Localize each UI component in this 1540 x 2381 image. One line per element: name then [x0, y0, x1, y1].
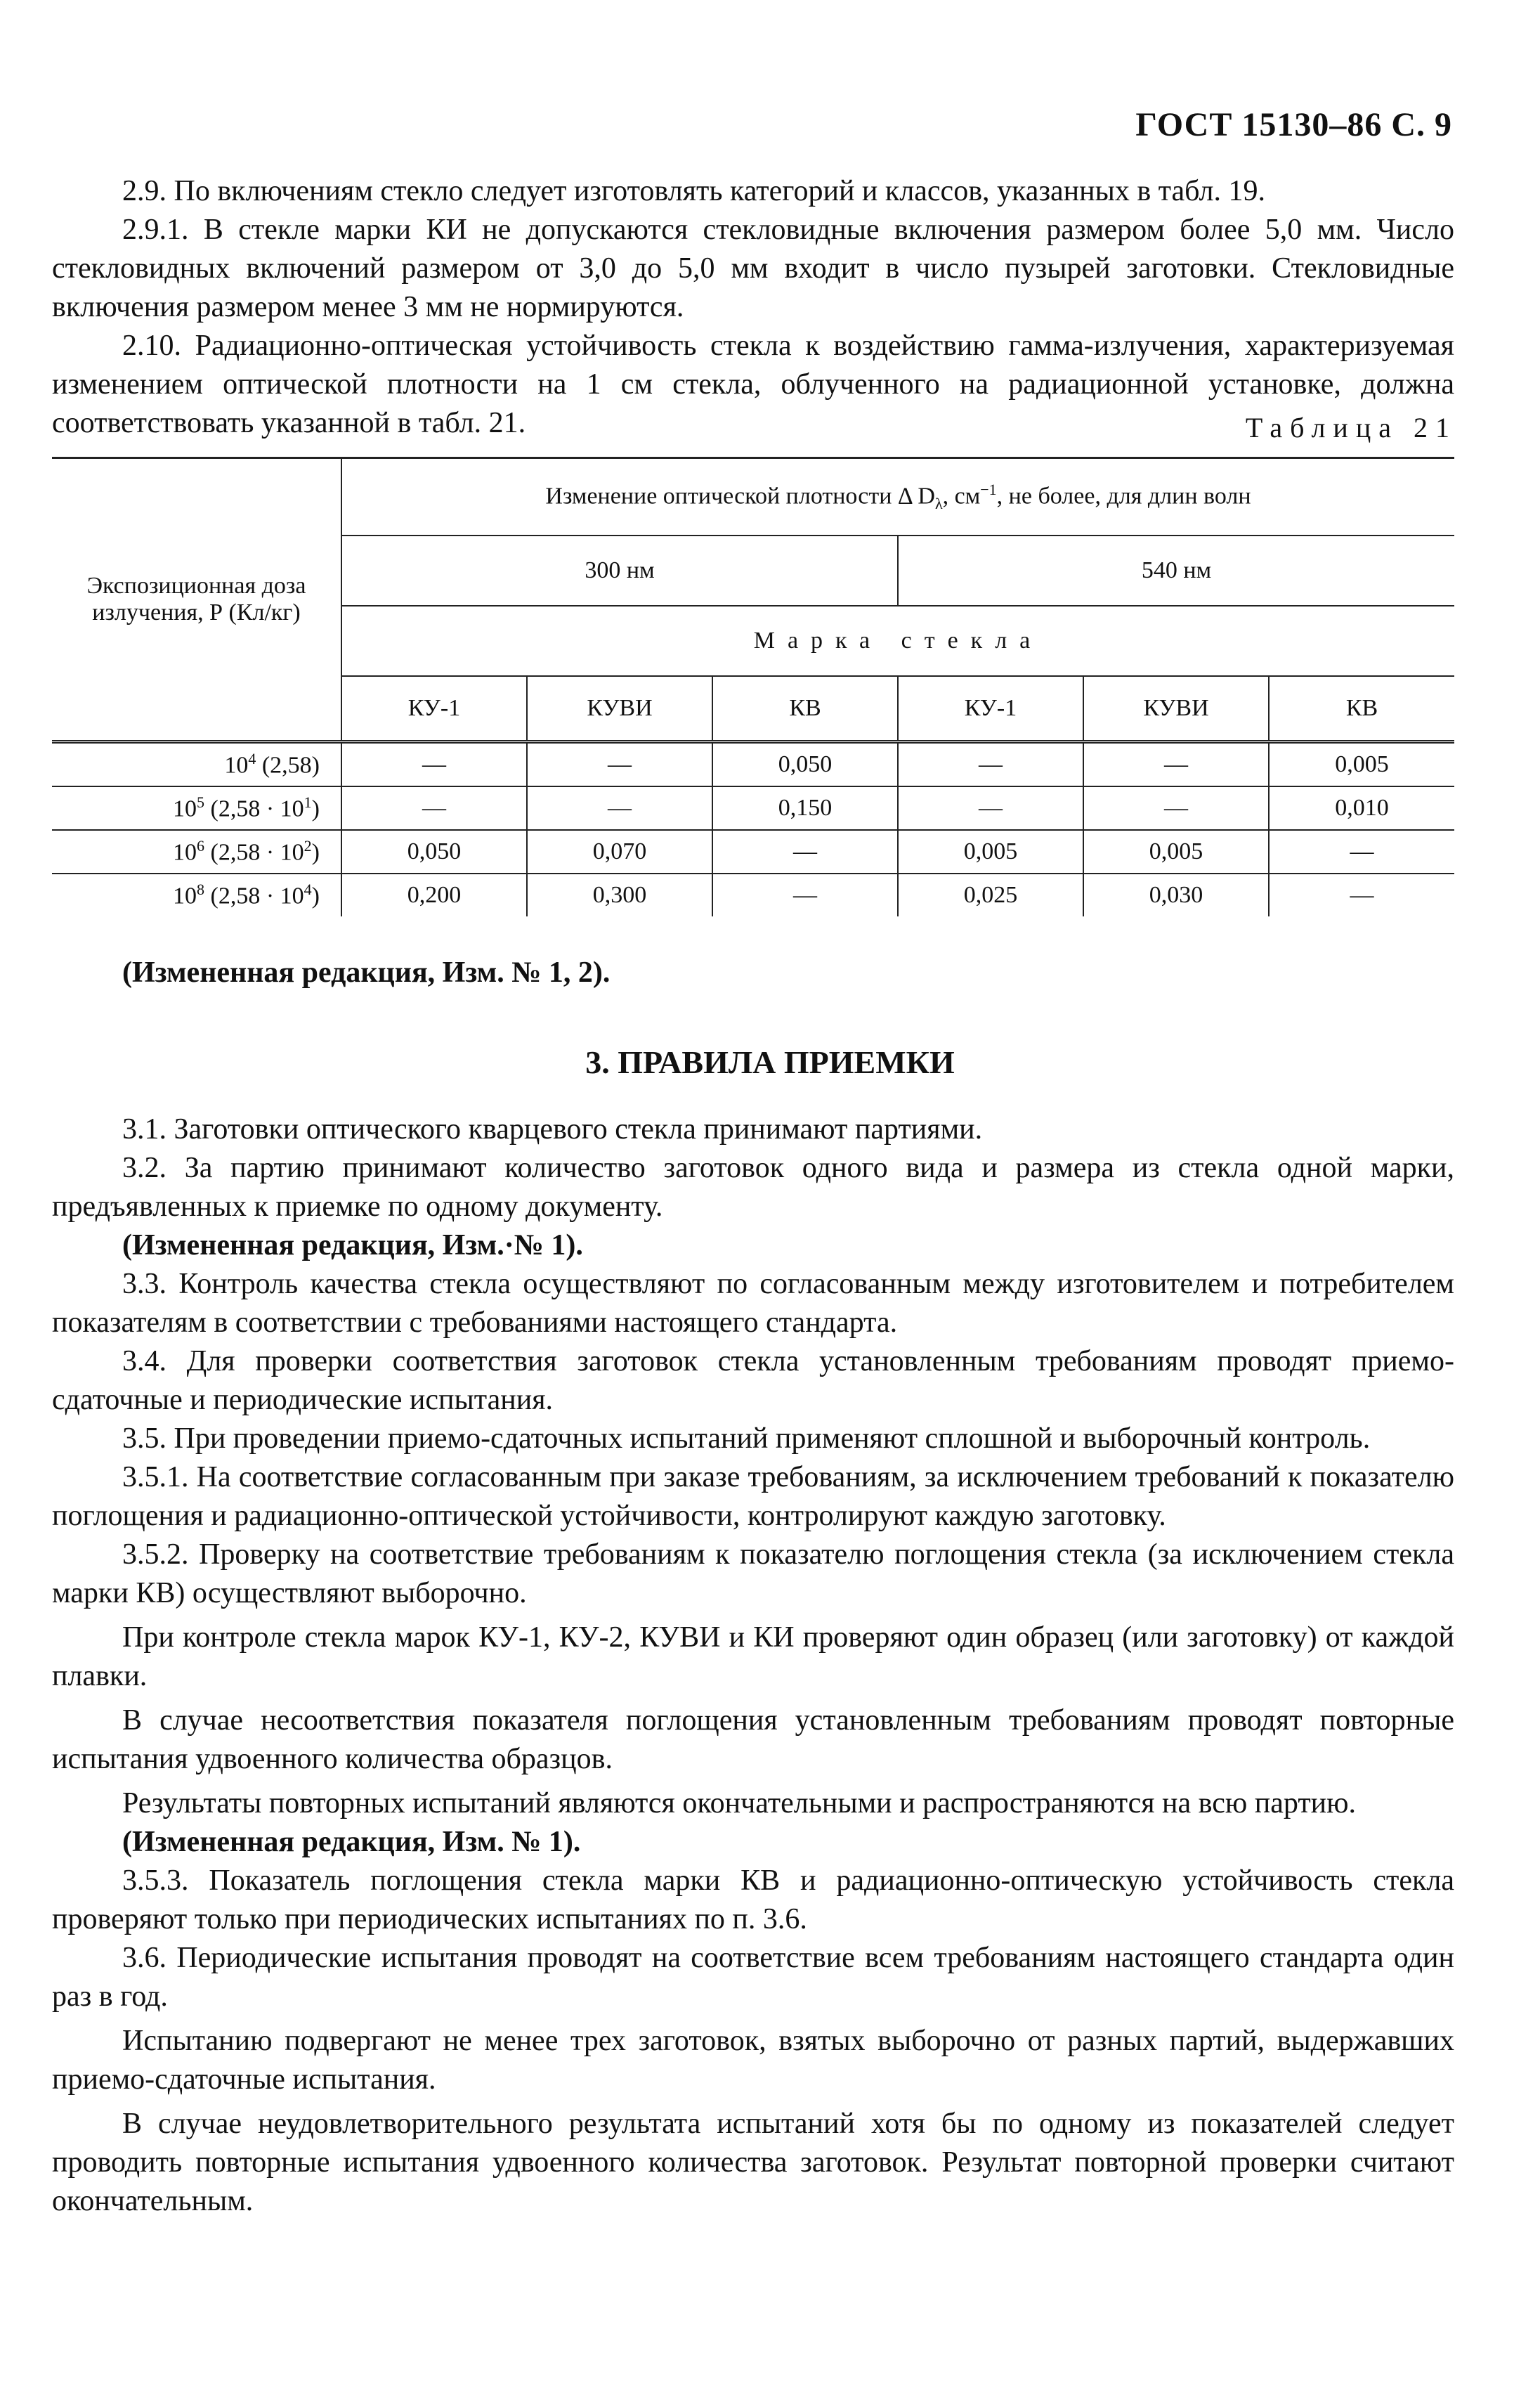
- amendment-note: (Измененная редакция, Изм. № 1).: [122, 1826, 581, 1858]
- section-title: 3. ПРАВИЛА ПРИЕМКИ: [585, 1044, 955, 1080]
- glass-mark-header: Марка стекла: [341, 606, 1454, 676]
- col-header: КВ: [1269, 676, 1454, 742]
- paragraph: Испытанию подвергают не менее трех заготовок, взятых выборочно от разных партий, выдержавших приемо-сдаточные испытания.: [52, 2025, 1454, 2096]
- page-header: ГОСТ 15130–86 С. 9: [1135, 106, 1452, 143]
- value-cell: 0,050: [341, 830, 527, 874]
- paragraph: 3.5.1. На соответствие согласованным при заказе требованиям, за исключением требований к показателю поглощения и радиационно-оптической устойчивости, контролируют каждую заготовку.: [52, 1461, 1454, 1532]
- paragraph-2-9-1: 2.9.1. В стекле марки КИ не допускаются стекловидные включения размером более 5,0 мм. Число стекловидных включений размером от 3,0 до 5,0 мм входит в число пузырей заготовки. Стекловидные включения размером менее 3 мм не нормируются.: [52, 214, 1454, 323]
- value-cell: 0,300: [527, 874, 712, 916]
- dose-cell: $10^5$ $(2,58 \cdot 10^1)$: [52, 786, 341, 830]
- col-header: КУВИ: [527, 676, 712, 742]
- value-cell: 0,005: [1269, 742, 1454, 787]
- value-cell: —: [898, 742, 1083, 787]
- top-header: Изменение оптической плотности Δ $D_\lambda$, $см^{-1}$, не более, для длин волн: [341, 458, 1454, 536]
- table-row: [52, 874, 1454, 916]
- value-cell: 0,030: [1083, 874, 1269, 916]
- col-header: КВ: [712, 676, 898, 742]
- paragraph: 3.1. Заготовки оптического кварцевого стекла принимают партиями.: [122, 1113, 983, 1146]
- value-cell: —: [1269, 830, 1454, 874]
- value-cell: 0,005: [898, 830, 1083, 874]
- col-header: КУВИ: [1083, 676, 1269, 742]
- value-cell: 0,150: [712, 786, 898, 830]
- amendment-note: (Измененная редакция, Изм.·№ 1).: [122, 1229, 583, 1261]
- col-header: КУ-1: [898, 676, 1083, 742]
- table-row: [52, 786, 1454, 830]
- radiation-table: [52, 457, 1454, 916]
- value-cell: —: [898, 786, 1083, 830]
- value-cell: —: [527, 786, 712, 830]
- dose-cell: $10^6$ $(2,58 \cdot 10^2)$: [52, 830, 341, 874]
- paragraph: В случае несоответствия показателя поглощения установленным требованиям проводят повторные испытания удвоенного количества образцов.: [52, 1704, 1454, 1775]
- value-cell: 0,025: [898, 874, 1083, 916]
- table-row: [52, 830, 1454, 874]
- dose-cell: $10^8$ $(2,58 \cdot 10^4)$: [52, 874, 341, 916]
- wavelength-300: 300 нм: [341, 536, 898, 606]
- bottom-paragraphs: [52, 1110, 1454, 2221]
- value-cell: —: [1083, 742, 1269, 787]
- paragraph: 3.3. Контроль качества стекла осуществляют по согласованным между изготовителем и потребителем показателям в соответствии с требованиями настоящего стандарта.: [52, 1268, 1454, 1339]
- stub-header: Экспозиционная доза излучения, Р (Кл/кг): [52, 458, 341, 742]
- value-cell: 0,010: [1269, 786, 1454, 830]
- value-cell: —: [341, 786, 527, 830]
- paragraph: При контроле стекла марок КУ-1, КУ-2, КУВИ и КИ проверяют один образец (или заготовку) от каждой плавки.: [52, 1621, 1454, 1692]
- value-cell: 0,050: [712, 742, 898, 787]
- paragraph: 3.5.2. Проверку на соответствие требованиям к показателю поглощения стекла (за исключением стекла марки КВ) осуществляют выборочно.: [52, 1538, 1454, 1609]
- value-cell: 0,070: [527, 830, 712, 874]
- table-caption: Таблица 21: [1245, 412, 1457, 443]
- paragraph: 3.6. Периодические испытания проводят на соответствие всем требованиям настоящего стандарта один раз в год.: [52, 1942, 1454, 2013]
- paragraph: Результаты повторных испытаний являются окончательными и распространяются на всю партию.: [122, 1787, 1357, 1819]
- value-cell: —: [712, 874, 898, 916]
- value-cell: —: [1350, 882, 1374, 908]
- value-cell: —: [527, 742, 712, 787]
- col-header: КУ-1: [341, 676, 527, 742]
- paragraph-2-10: 2.10. Радиационно-оптическая устойчивость стекла к воздействию гамма-излучения, характеризуемая изменением оптической плотности на 1 см стекла, облученного на радиационной установке, должна соответствовать указанной в табл. 21.: [52, 330, 1454, 439]
- paragraph: В случае неудовлетворительного результата испытаний хотя бы по одному из показателей следует проводить повторные испытания удвоенного количества заготовок. Результат повторной проверки считают окончательным.: [52, 2108, 1454, 2217]
- value-cell: —: [1083, 786, 1269, 830]
- top-paragraphs: [52, 172, 1454, 443]
- value-cell: —: [341, 742, 527, 787]
- paragraph: 3.4. Для проверки соответствия заготовок стекла установленным требованиям проводят приемо-сдаточные и периодические испытания.: [52, 1345, 1454, 1416]
- wavelength-540: 540 нм: [898, 536, 1454, 606]
- dose-cell: $10^4$ (2,58): [52, 742, 341, 787]
- value-cell: 0,005: [1083, 830, 1269, 874]
- paragraph: 3.5. При проведении приемо-сдаточных испытаний применяют сплошной и выборочный контроль.: [122, 1422, 1371, 1455]
- table-row: [52, 742, 1454, 787]
- value-cell: —: [712, 830, 898, 874]
- value-cell: 0,200: [341, 874, 527, 916]
- paragraph-2-9: 2.9. По включениям стекло следует изготовлять категорий и классов, указанных в табл. 19.: [122, 175, 1265, 207]
- amendment-note: (Измененная редакция, Изм. № 1, 2).: [122, 956, 611, 989]
- paragraph: 3.2. За партию принимают количество заготовок одного вида и размера из стекла одной марки, предъявленных к приемке по одному документу.: [52, 1152, 1454, 1223]
- paragraph: 3.5.3. Показатель поглощения стекла марки КВ и радиационно-оптическую устойчивость стекла проверяют только при периодических испытаниях по п. 3.6.: [52, 1864, 1454, 1935]
- table-header-row-1: [52, 458, 1454, 536]
